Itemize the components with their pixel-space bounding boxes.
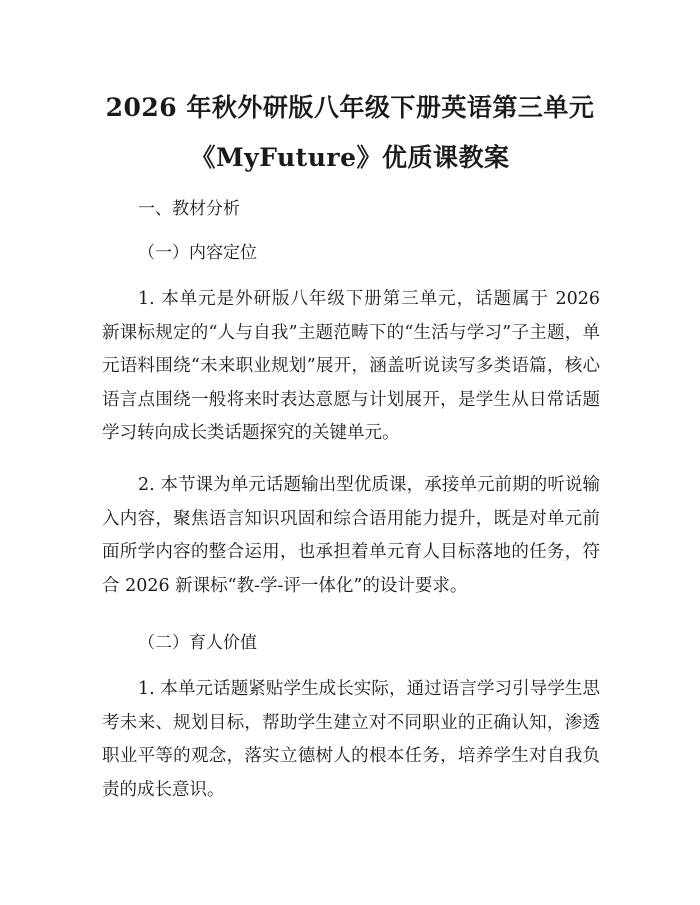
section-heading-teaching-material-analysis: 一、教材分析 (138, 199, 240, 219)
document-title-line-2: 《MyFuture》优质课教案 (190, 143, 510, 172)
document-title-line-1: 2026 年秋外研版八年级下册英语第三单元 (105, 93, 595, 122)
paragraph-content-positioning-1: 1. 本单元是外研版八年级下册第三单元，话题属于 2026 新课标规定的“人与自我”主题范畴下的“生活与学习”子主题，单元语料围绕“未来职业规划”展开，涵盖听说读写多类语篇，核心语言点围绕一般将来时表达意愿与计划展开，是学生从日常话题学习转向成长类话题探究的关键单元。 (102, 289, 600, 443)
paragraph-educational-value-1: 1. 本单元话题紧贴学生成长实际，通过语言学习引导学生思考未来、规划目标，帮助学生建立对不同职业的正确认知，渗透职业平等的观念，落实立德树人的根本任务，培养学生对自我负责的成长意识。 (102, 679, 600, 800)
subsection-heading-content-positioning: （一）内容定位 (138, 243, 257, 263)
subsection-heading-educational-value: （二）育人价值 (138, 633, 257, 653)
paragraph-content-positioning-2: 2. 本节课为单元话题输出型优质课，承接单元前期的听说输入内容，聚焦语言知识巩固和综合语用能力提升，既是对单元前面所学内容的整合运用，也承担着单元育人目标落地的任务，符合 2026 新课标“教-学-评一体化”的设计要求。 (102, 475, 600, 596)
